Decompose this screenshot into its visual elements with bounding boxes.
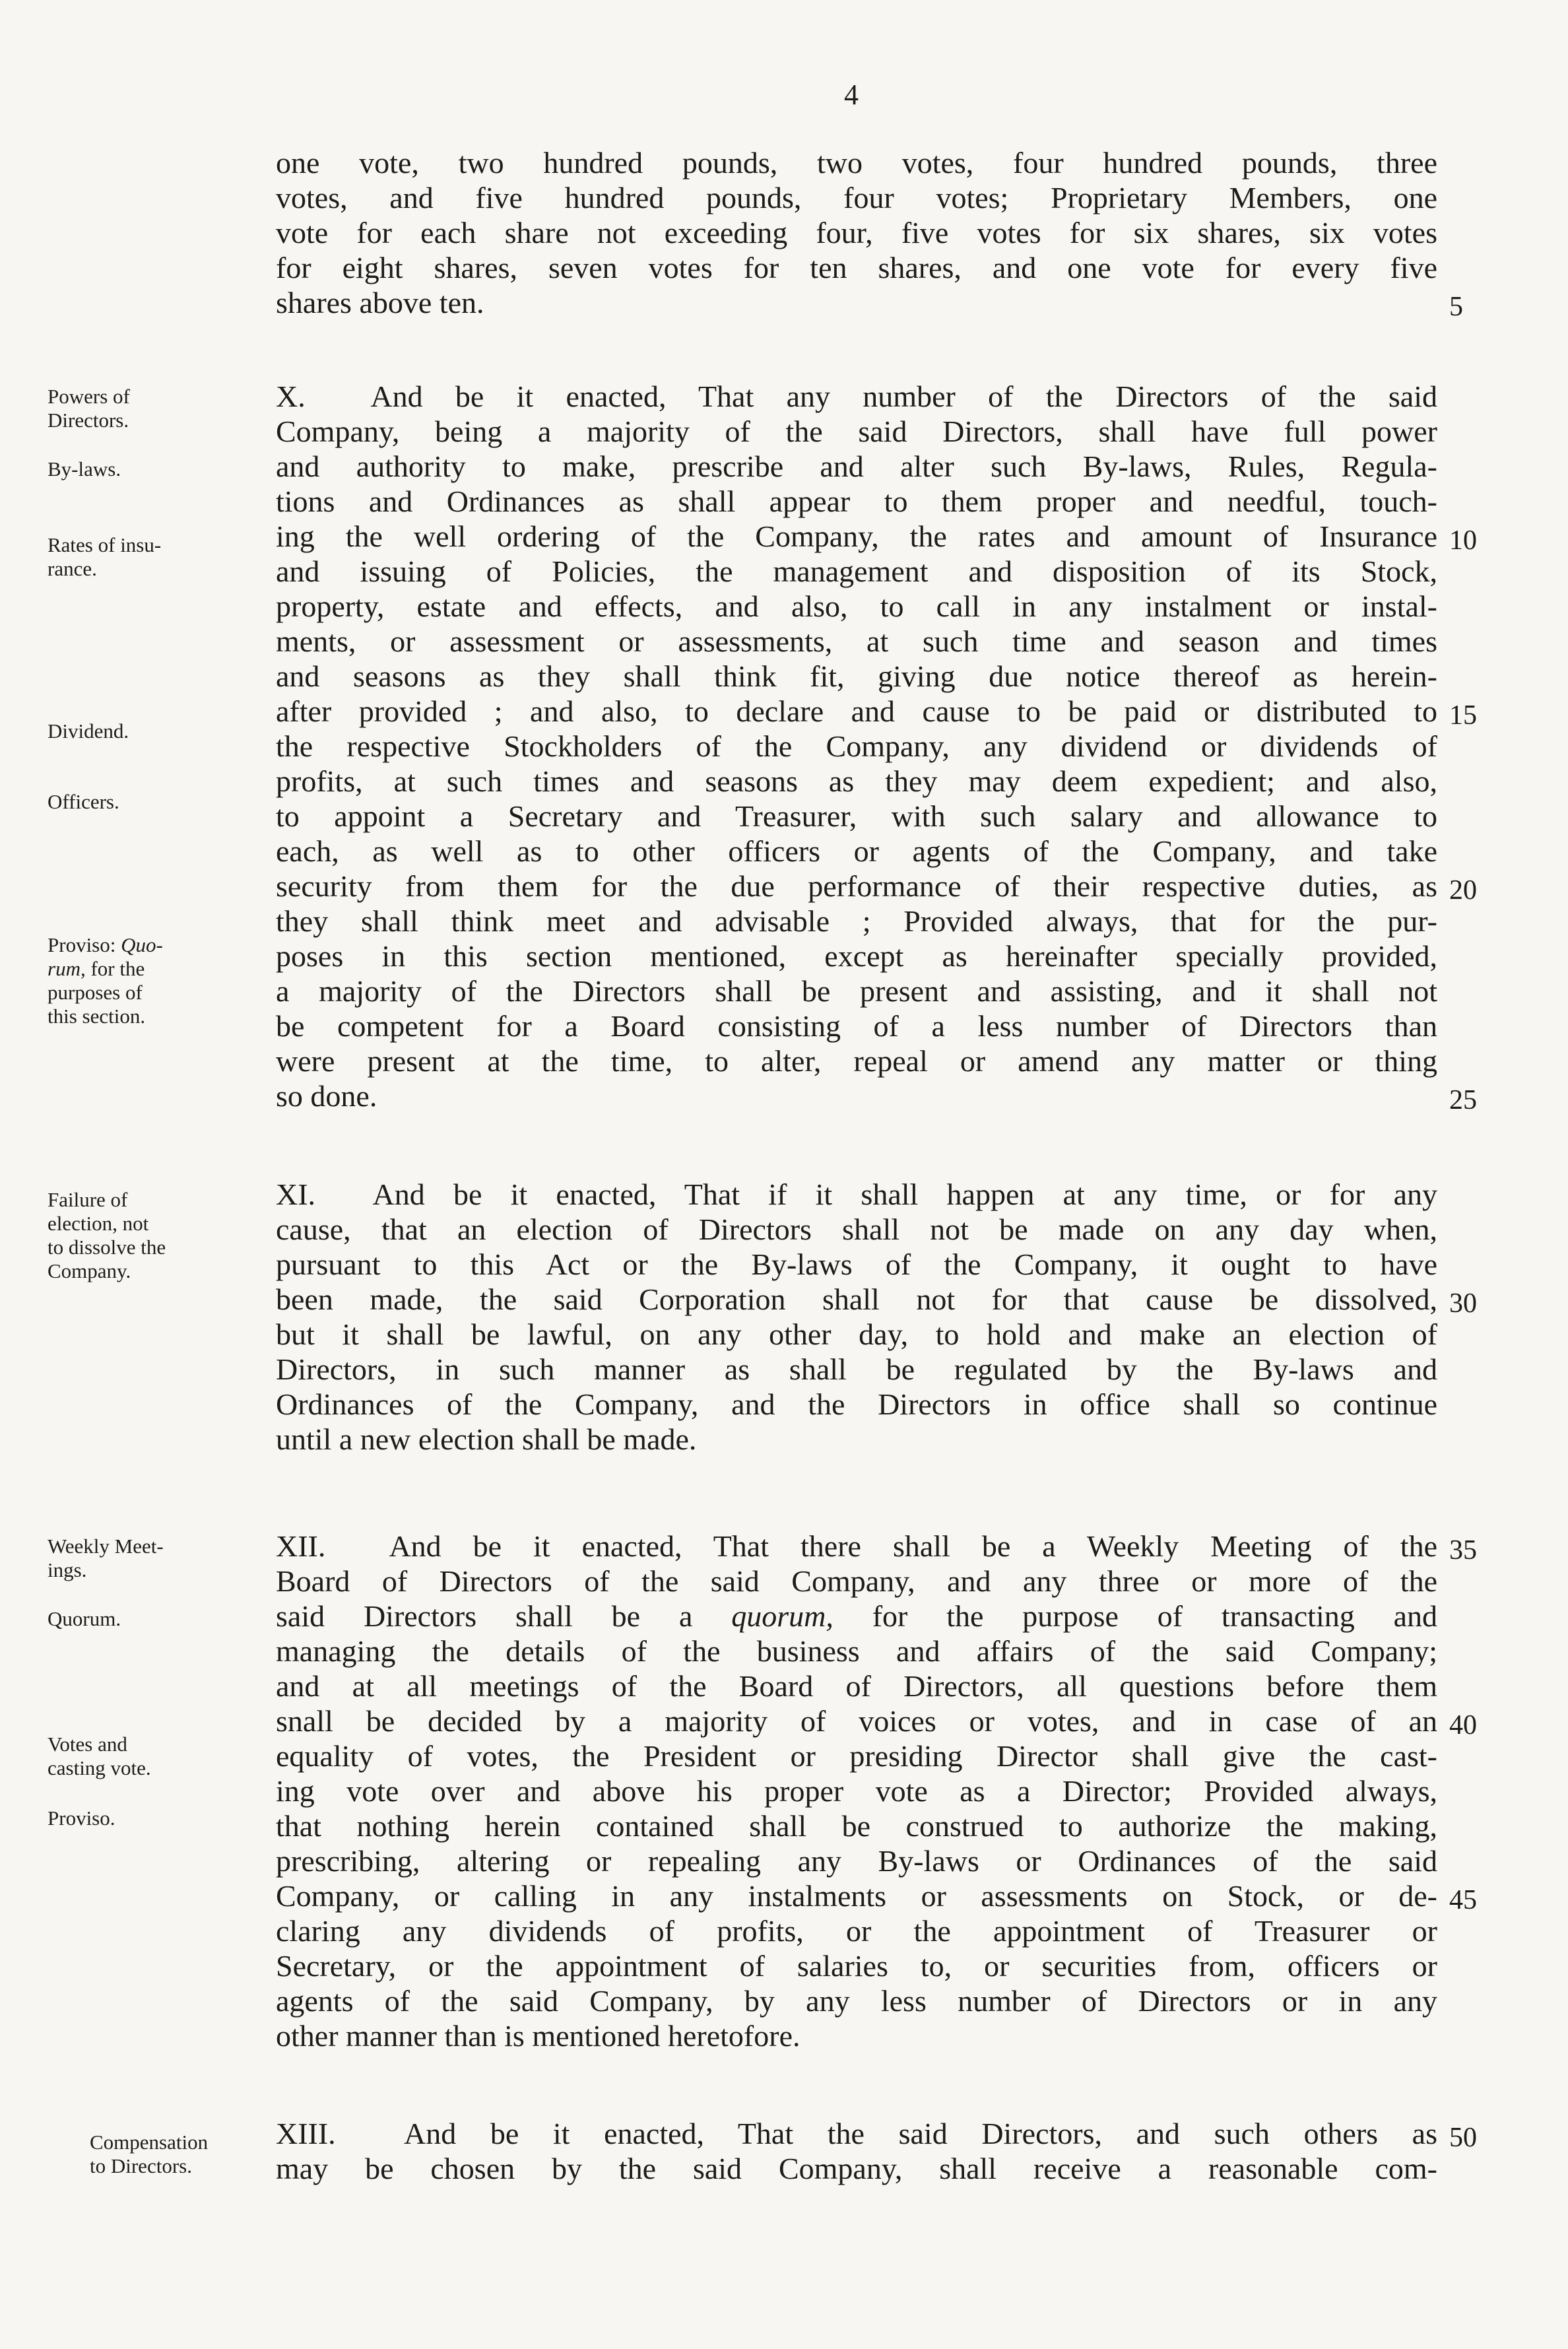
margin-note-dividend: Dividend. [48, 719, 129, 743]
margin-note-proviso: Proviso. [48, 1806, 115, 1830]
margin-note-weekly [48, 1535, 272, 1582]
body-line: property, estate and effects, and also, to call in any instalment or instal- [276, 589, 1437, 623]
line-number: 5 [1449, 292, 1463, 322]
body-line: were present at the time, to alter, repeal or amend any matter or thing [276, 1044, 1437, 1078]
body-line: Secretary, or the appointment of salaries to, or securities from, officers or [276, 1949, 1437, 1983]
body-line: until a new election shall be made. [276, 1422, 697, 1456]
margin-note-line: Votes and [48, 1733, 127, 1756]
body-line: for eight shares, seven votes for ten shares, and one vote for every five [276, 251, 1437, 284]
body-line: been made, the said Corporation shall not for that cause be dissolved, [276, 1282, 1437, 1316]
margin-note-line: Weekly Meet- [48, 1535, 164, 1558]
body-line: votes, and five hundred pounds, four votes; Proprietary Members, one [276, 181, 1437, 215]
margin-note-italic: rum, [48, 957, 86, 980]
section-number: XI. [276, 1177, 316, 1211]
margin-note-line: Rates of insu- [48, 533, 162, 556]
margin-note-line: to Directors. [90, 2154, 192, 2177]
body-line: shares above ten. [276, 286, 484, 319]
body-line: vote for each share not exceeding four, five votes for six shares, six votes [276, 216, 1437, 249]
line-number: 40 [1449, 1710, 1477, 1740]
margin-note-line: to dissolve the [48, 1236, 166, 1259]
section-number: XIII. [276, 2117, 336, 2150]
margin-note-line: Failure of [48, 1188, 128, 1211]
margin-note-proviso-quorum [48, 933, 272, 1028]
italic-term: quorum, [731, 1599, 833, 1633]
body-line: tions and Ordinances as shall appear to them proper and needful, touch- [276, 484, 1437, 518]
margin-note-line: Powers of [48, 385, 130, 408]
body-line: and issuing of Policies, the management and disposition of its Stock, [276, 554, 1437, 588]
line-number: 20 [1449, 875, 1477, 906]
page-number: 4 [844, 79, 859, 111]
body-line: cause, that an election of Directors shall not be made on any day when, [276, 1212, 1437, 1246]
margin-note-line: election, not [48, 1212, 149, 1235]
margin-note-italic: Quo- [121, 933, 163, 956]
body-line: each, as well as to other officers or agents of the Company, and take [276, 834, 1437, 868]
body-line: ing the well ordering of the Company, the rates and amount of Insurance [276, 519, 1437, 553]
body-line: pursuant to this Act or the By-laws of the Company, it ought to have [276, 1247, 1437, 1281]
body-line: profits, at such times and seasons as they may deem expedient; and also, [276, 764, 1437, 798]
margin-note-line: Directors. [48, 409, 129, 432]
body-line: prescribing, altering or repealing any By-laws or Ordinances of the said [276, 1844, 1437, 1878]
body-line: may be chosen by the said Company, shall receive a reasonable com- [276, 2152, 1437, 2185]
body-line: claring any dividends of profits, or the appointment of Treasurer or [276, 1914, 1437, 1948]
body-line: but it shall be lawful, on any other day, to hold and make an election of [276, 1317, 1437, 1351]
body-line: said Directors shall be a quorum, for the purpose of transacting and [276, 1599, 1437, 1633]
body-line: and at all meetings of the Board of Directors, all questions before them [276, 1669, 1437, 1703]
margin-note-text: Proviso: [48, 933, 121, 956]
margin-note-quorum: Quorum. [48, 1607, 121, 1630]
body-line: agents of the said Company, by any less number of Directors or in any [276, 1984, 1437, 2018]
line-number: 30 [1449, 1288, 1477, 1319]
body-line: snall be decided by a majority of voices or votes, and in case of an [276, 1704, 1437, 1738]
margin-note-bylaws: By-laws. [48, 457, 121, 480]
body-line: the respective Stockholders of the Company, any dividend or dividends of [276, 729, 1437, 763]
body-line: they shall think meet and advisable ; Provided always, that for the pur- [276, 904, 1437, 938]
margin-note-failure [48, 1188, 272, 1283]
body-line: other manner than is mentioned heretofore. [276, 2019, 800, 2053]
body-line: XIII. And be it enacted, That the said Directors, and such others as [276, 2117, 1438, 2150]
body-line: security from them for the due performance of their respective duties, as [276, 869, 1437, 903]
body-line: managing the details of the business and affairs of the said Company; [276, 1634, 1437, 1668]
body-line: to appoint a Secretary and Treasurer, with such salary and allowance to [276, 799, 1437, 833]
margin-note-line: ings. [48, 1558, 87, 1581]
body-line: be competent for a Board consisting of a less number of Directors than [276, 1009, 1437, 1043]
body-line: Board of Directors of the said Company, and any three or more of the [276, 1564, 1437, 1598]
line-number: 45 [1449, 1885, 1477, 1915]
body-line: XI. And be it enacted, That if it shall happen at any time, or for any [276, 1177, 1437, 1211]
body-line: ing vote over and above his proper vote as a Director; Provided always, [276, 1774, 1437, 1808]
body-line: X. And be it enacted, That any number of the Directors of the said [276, 380, 1438, 413]
body-line: and seasons as they shall think fit, giving due notice thereof as herein- [276, 659, 1437, 693]
body-line: XII. And be it enacted, That there shall be a Weekly Meeting of the [276, 1529, 1437, 1563]
body-line: Company, being a majority of the said Directors, shall have full power [276, 414, 1437, 448]
margin-note-line: this section. [48, 1005, 146, 1028]
body-line: that nothing herein contained shall be construed to authorize the making, [276, 1809, 1437, 1843]
line-number: 10 [1449, 525, 1477, 556]
margin-note-text: for the [85, 957, 145, 980]
margin-note-rates [48, 533, 272, 581]
section-number: X. [276, 380, 306, 413]
margin-note-line: Company. [48, 1259, 131, 1282]
line-number: 35 [1449, 1535, 1477, 1566]
body-line: and authority to make, prescribe and alter such By-laws, Rules, Regula- [276, 449, 1437, 483]
line-number: 50 [1449, 2123, 1477, 2153]
line-number: 25 [1449, 1085, 1477, 1115]
body-line: Company, or calling in any instalments or assessments on Stock, or de- [276, 1879, 1437, 1913]
line-number: 15 [1449, 700, 1477, 731]
margin-note-line: rance. [48, 557, 97, 580]
margin-note-officers: Officers. [48, 790, 119, 813]
margin-note-line: Compensation [90, 2131, 209, 2154]
body-line: after provided ; and also, to declare and cause to be paid or distributed to [276, 694, 1437, 728]
margin-note-line: casting vote. [48, 1756, 151, 1779]
body-line: so done. [276, 1079, 377, 1113]
body-line: equality of votes, the President or presiding Director shall give the cast- [276, 1739, 1437, 1773]
body-line: Directors, in such manner as shall be regulated by the By-laws and [276, 1352, 1437, 1386]
body-line: one vote, two hundred pounds, two votes, four hundred pounds, three [276, 146, 1437, 180]
body-line: ments, or assessment or assessments, at such time and season and times [276, 624, 1437, 658]
body-line: poses in this section mentioned, except as hereinafter specially provided, [276, 939, 1437, 973]
margin-note-line: purposes of [48, 981, 143, 1004]
body-line: a majority of the Directors shall be present and assisting, and it shall not [276, 974, 1437, 1008]
margin-note-votes [48, 1733, 272, 1780]
body-line: Ordinances of the Company, and the Directors in office shall so continue [276, 1387, 1437, 1421]
margin-note-powers [48, 385, 272, 432]
section-number: XII. [276, 1529, 326, 1563]
